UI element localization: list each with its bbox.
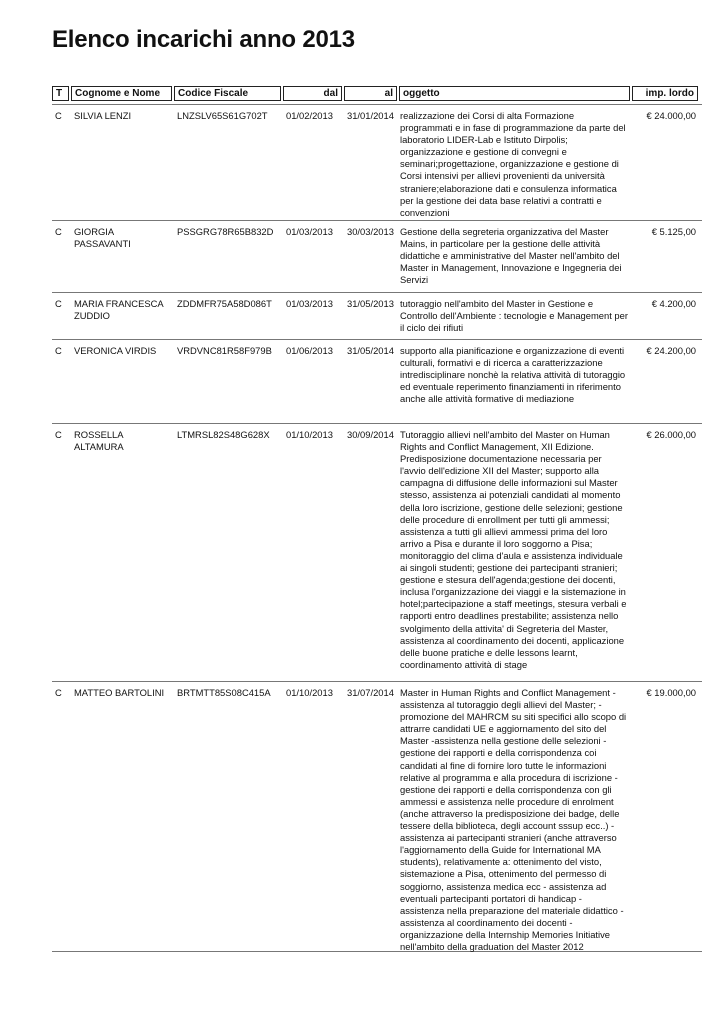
- cell-al: 30/09/2014: [347, 429, 394, 440]
- cell-codice-fiscale: LTMRSL82S48G628X: [177, 429, 270, 440]
- table-row: [52, 423, 702, 681]
- cell-nome: MARIA FRANCESCA ZUDDIO: [74, 298, 164, 322]
- cell-codice-fiscale: BRTMTT85S08C415A: [177, 687, 271, 698]
- page-title: Elenco incarichi anno 2013: [52, 26, 355, 53]
- cell-importo: € 24.200,00: [646, 345, 696, 356]
- header-dal: dal: [283, 86, 342, 101]
- cell-tipo: C: [55, 687, 62, 698]
- cell-oggetto: tutoraggio nell'ambito del Master in Gestione e Controllo dell'Ambiente : tecnologie e Management per il ciclo dei rifiuti: [400, 298, 628, 334]
- header-al: al: [344, 86, 397, 101]
- cell-al: 31/05/2013: [347, 298, 394, 309]
- cell-nome: MATTEO BARTOLINI: [74, 687, 165, 698]
- cell-nome: ROSSELLA ALTAMURA: [74, 429, 124, 453]
- cell-oggetto: Tutoraggio allievi nell'ambito del Master on Human Rights and Conflict Management, XII Edizione. Predisposizione documentazione necessaria per l'avvio dell'edizione XII del Master; supporto alla campagna di diffusione delle informazioni sul Master stesso, assistenza ai potenziali candidati al momento della loro iscrizione, gestione delle selezioni; gestione delle procedure di enrollment per tutti gli ammessi; assistenza a tutti gli allievi ammessi prima del loro arrivo a Pisa e durante il loro soggorno a Pisa; monitoraggio del clima d'aula e assistenza individuale ai singoli studenti; gestione dei partecipanti stranieri; gestione e stesura dell'agenda;gestione dei docenti, inclusa l'organizzazione dei viaggi e la sistemazione in hotel;partecipazione a staff meetings, stesura verbali e rapporti entro deadlines prestabilite; assistenza nello svolgimento della attivita' di Segreteria del Master, assistenza al coordinamento dei docenti, applicazione delle buone pratiche e delle lessons learnt, coordinamento attività di stage: [400, 429, 627, 670]
- header-imp-lordo: imp. lordo: [632, 86, 698, 101]
- cell-codice-fiscale: VRDVNC81R58F979B: [177, 345, 272, 356]
- cell-importo: € 24.000,00: [646, 110, 696, 121]
- incarichi-table: [52, 86, 702, 952]
- cell-al: 30/03/2013: [347, 226, 394, 237]
- cell-codice-fiscale: PSSGRG78R65B832D: [177, 226, 274, 237]
- cell-oggetto: realizzazione dei Corsi di alta Formazione programmati e in fase di programmazione da parte del laboratorio LIDER-Lab e Istituto Dirpolis; organizzazione e gestione di convegni e seminari;progettazione, organizzazione e gestione di Corsi intensivi per allievi provenienti da università straniere;elaborazione dati e consulenza informatica per la gestione dei data base relativi a contratti e convenzioni: [400, 110, 626, 218]
- table-row: [52, 681, 702, 952]
- cell-nome: VERONICA VIRDIS: [74, 345, 157, 356]
- cell-tipo: C: [55, 226, 62, 237]
- cell-al: 31/05/2014: [347, 345, 394, 356]
- cell-tipo: C: [55, 345, 62, 356]
- cell-codice-fiscale: LNZSLV65S61G702T: [177, 110, 268, 121]
- cell-codice-fiscale: ZDDMFR75A58D086T: [177, 298, 272, 309]
- cell-dal: 01/03/2013: [286, 298, 333, 309]
- cell-dal: 01/10/2013: [286, 429, 333, 440]
- table-row: [52, 220, 702, 292]
- cell-oggetto: Gestione della segreteria organizzativa del Master Mains, in particolare per la gestione delle attività didattiche e amministrative del Master nell'ambito del Master in Management, Innovazione e Ingegneria dei Servizi: [400, 226, 622, 286]
- table-bottom-rule: [52, 951, 702, 952]
- cell-al: 31/01/2014: [347, 110, 394, 121]
- cell-importo: € 5.125,00: [651, 226, 696, 237]
- cell-tipo: C: [55, 298, 62, 309]
- cell-tipo: C: [55, 429, 62, 440]
- cell-nome: GIORGIA PASSAVANTI: [74, 226, 131, 250]
- table-header: [52, 86, 702, 101]
- cell-tipo: C: [55, 110, 62, 121]
- table-row: [52, 104, 702, 220]
- header-codice-fiscale: Codice Fiscale: [174, 86, 281, 101]
- cell-importo: € 26.000,00: [646, 429, 696, 440]
- cell-nome: SILVIA LENZI: [74, 110, 132, 121]
- header-oggetto: oggetto: [399, 86, 630, 101]
- cell-oggetto: supporto alla pianificazione e organizzazione di eventi culturali, formativi e di ricerca a caratterizzazione intredisciplinare nonchè la relativa attività di tutoraggio ed eventuale reperimento finanziamenti in riferimento anche alle attività formative di mediazione: [400, 345, 626, 405]
- table-row: [52, 339, 702, 423]
- cell-dal: 01/06/2013: [286, 345, 333, 356]
- cell-importo: € 19.000,00: [646, 687, 696, 698]
- table-body: [52, 104, 702, 952]
- header-cognome-nome: Cognome e Nome: [71, 86, 172, 101]
- cell-dal: 01/10/2013: [286, 687, 333, 698]
- header-t: T: [52, 86, 69, 101]
- cell-dal: 01/03/2013: [286, 226, 333, 237]
- cell-oggetto: Master in Human Rights and Conflict Management - assistenza al tutoraggio degli allievi del Master; - promozione del MAHRCM su siti specifici allo scopo di attrarre candidati UE e aggiornamento del sito del Master -assistenza nella gestione delle selezioni - gestione dei rapporti e della corrispondenza coi candidati al fine di fornire loro tutte le informazioni relative al programma e alla procedura di iscrizione - gestione dei rapporti e della corrispondenza con gli ammessi e assistenza nelle procedure di enrolment (anche attraverso la predisposizione dei badge, delle tessere della biblioteca, degli account sssup ecc..) - assistenza ai partecipanti stranieri (anche attraverso l'aggiornamento della Guide for International MA students), relativamente a: ottenimento del visto, sistemazione a Pisa, ottenimento del permesso di soggiorno, assistenza medica ecc - assistenza ad eventuali partecipanti portatori di handicap - assistenza nella preparazione del materiale didattico - assistenza al coordinamento dei docenti - organizzazione della Internship Memories Initiative nell'ambito della graduation del Master 2012: [400, 687, 627, 952]
- table-row: [52, 292, 702, 339]
- cell-dal: 01/02/2013: [286, 110, 333, 121]
- cell-importo: € 4.200,00: [651, 298, 696, 309]
- cell-al: 31/07/2014: [347, 687, 394, 698]
